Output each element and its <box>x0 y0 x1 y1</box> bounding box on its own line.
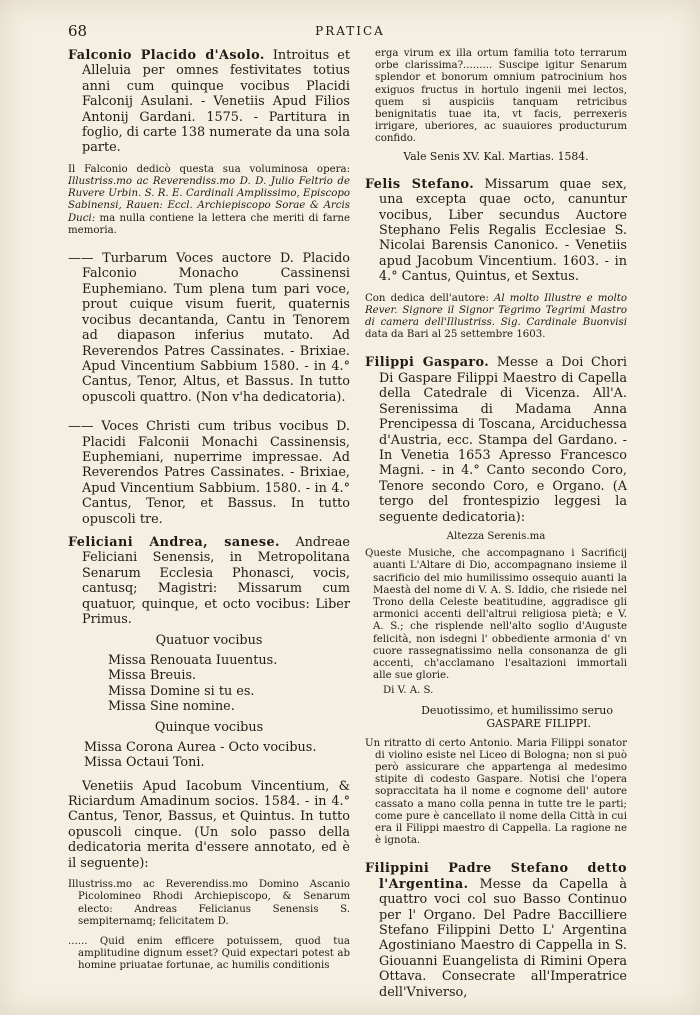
dedication-di-vas: Di V. A. S. <box>383 685 434 697</box>
entry-venetiis: Venetiis Apud Iacobum Vincentium, & Riciardum Amadinum socios. 1584. - in 4.° Cantus, Tenor, Bassus, et Quintus. In tutto opuscoli cinque. (Un solo passo della dedicatoria merita d'essere annotato, ed è il seguente): <box>68 778 350 871</box>
entry-name: Filippini Padre Stefano detto l'Argentina. <box>365 861 627 892</box>
quatuor-list <box>68 653 350 715</box>
entry-feliciani <box>68 535 350 627</box>
list-item: Missa Sine nomine. <box>108 699 235 715</box>
note-italic: Illustriss.mo ac Reverendiss.mo D. D. Julio Feltrio de Ruvere Urbin. S. R. E. Cardinali Amplissimo, Episcopo Sabinensi, Rauen: Eccl. Archiepiscopo Sorae & Arcis Duci: <box>68 176 350 224</box>
quinque-list <box>68 740 350 771</box>
quatuor-heading: Quatuor vocibus <box>155 633 263 649</box>
quote-continuation: erga virum ex illa ortum familia toto terrarum orbe clarissima?......... Suscipe igitur Senarum splendor et bonorum omnium patrocinium hos exiguos fructus in hortulo ingenii mei lectos, quem si auspiciis tanquam retricibus benignitatis tuae ita, vt facis, perrexeris irrigare, uberiores, ac suauiores producturum confido. <box>375 48 627 145</box>
note-text: Con dedica dell'autore: <box>365 292 495 304</box>
dedication-text: Queste Musiche, che accompagnano i Sacrificij auanti L'Altare di Dio, accompagnano insieme il sacrificio del mio humilissimo ossequio auanti la Maestà del nome di V. A. S. Iddio, che risiede nel Trono della Celeste beatitudine, aggradisce gli armonici accenti dell'altrui religiosa pietà; e V. A. S.; che risplende nell'alto soglio d'Auguste felicità, non isdegni l' obbediente armonia d' vn cuore rassegnatissimo nella consonanza de gli accenti, ch'acclamano l'esaltazioni immortali alle sue glorie. <box>365 548 627 682</box>
list-item: Missa Corona Aurea - Octo vocibus. <box>84 739 317 755</box>
entry-felis <box>365 177 627 285</box>
quote-illustriss: Illustriss.mo ac Reverendiss.mo Domino Ascanio Picolomineo Rhodi Archiepiscopo, & Senarum electo: Andreas Felicianus Senensis S. sempiternamq; felicitatem D. <box>68 879 350 927</box>
entry-name: Filippi Gasparo. <box>365 355 490 371</box>
note-italic: Al molto Illustre e molto Rever. Signore il Signor Tegrimo Tegrimi Mastro di camera dell'Illustriss. Sig. Cardinale Buonvisi <box>365 292 628 329</box>
entry-turbarum: —— Turbarum Voces auctore D. Placido Falconio Monacho Cassinensi Euphemiano. Tum plena tum pari voce, prout cuique visum fuerit, quaternis vocibus decantanda, Cantu in Tenorem ad diapason inferius mutato. Ad Reverendos Patres Cassinates. - Brixiae. Apud Vincentium Sabbium 1580. - in 4.° Cantus, Tenor, Altus, et Bassus. In tutto opuscoli quattro. (Non v'ha dedicatoria). <box>68 251 350 405</box>
list-item: Missa Octaui Toni. <box>84 755 205 771</box>
entry-text: Missarum quae sex, una excepta quae octo, canuntur vocibus, Liber secundus Auctore Stephano Felis Regalis Ecclesiae S. Nicolai Barensis Canonico. - Venetiis apud Jacobum Vincentium. 1603. - in 4.° Cantus, Quintus, et Sextus. <box>379 176 628 285</box>
dedication-signature: GASPARE FILIPPI. <box>486 716 591 730</box>
note-falconio <box>68 164 350 237</box>
entry-name: Falconio Placido d'Asolo. <box>68 48 265 63</box>
quinque-heading: Quinque vocibus <box>154 720 264 736</box>
list-item: Missa Renouata Iuuentus. <box>108 652 278 668</box>
page-number: 68 <box>68 22 88 40</box>
entry-falconio <box>68 48 350 156</box>
entry-text: Andreae Feliciani Senensis, in Metropolitana Senarum Ecclesia Phonasci, vocis, cantusq; Magistri: Missarum cum quatuor, quinque, et octo vocibus: Liber Primus. <box>82 534 351 627</box>
entry-filippi <box>365 355 627 524</box>
page-header <box>0 20 700 42</box>
list-item: Missa Breuis. <box>108 668 197 684</box>
quote-quid-enim: ...... Quid enim efficere potuissem, quod tua amplitudine dignum esset? Quid expectari potest ab homine priuatae fortunae, ac humilis conditionis <box>68 935 350 972</box>
entry-name: Feliciani Andrea, sanese. <box>68 534 280 550</box>
dedication-closing: Deuotissimo, et humilissimo seruo <box>421 703 613 717</box>
entry-text: Messe da Capella à quattro voci col suo Basso Continuo per l' Organo. Del Padre Baccilliere Stefano Filippini Detto L' Argentina Agostiniano Maestro di Cappella in S. Giouanni Euangelista di Rimini Opera Ottava. Consecrate all'Imperatrice dell'Vniverso, <box>379 876 627 1000</box>
list-item: Missa Domine si tu es. <box>108 683 255 699</box>
note-felis <box>365 293 627 342</box>
entry-text: Messe a Doi Chori Di Gaspare Filippi Maestro di Capella della Catedrale di Vicenza. All'A. Serenissima di Madama Anna Prencipessa di Toscana, Arciduchessa d'Austria, ecc. Stampa del Gardano. - In Venetia 1653 Apresso Francesco Magni. - in 4.° Canto secondo Coro, Tenore secondo Coro, e Organo. (A tergo del frontespizio leggesi la seguente dedicatoria): <box>379 355 627 525</box>
entry-text: Introitus et Alleluia per omnes festivitates totius anni cum quinque vocibus Placidi Falconij Asulani. - Venetiis Apud Filios Antonij Gardani. 1575. - Partitura in foglio, di carte 138 numerate da una sola parte. <box>82 48 350 156</box>
left-column <box>68 48 350 973</box>
entry-filippini <box>365 861 627 1000</box>
right-column <box>365 48 627 1000</box>
note-text-end: ma nulla contiene la lettera che meriti di farne memoria. <box>68 212 350 236</box>
entry-name: Felis Stefano. <box>365 176 475 192</box>
note-text: Il Falconio dedicò questa sua voluminosa opera: <box>68 163 350 175</box>
vale-line: Vale Senis XV. Kal. Martias. 1584. <box>403 149 589 163</box>
note-ritratto: Un ritratto di certo Antonio. Maria Filippi sonator di violino esiste nel Liceo di Bologna; non si può però assicurare che appartenga al medesimo stipite di codesto Gaspare. Notisi che l'opera sopraccitata ha il nome e cognome dell' autore cassato a mano colla penna in tutte tre le parti; come pure è cancellato il nome della Città in cui era il Filippi maestro di Cappella. La ragione ne è ignota. <box>365 737 627 847</box>
note-text-end: data da Bari al 25 settembre 1603. <box>365 329 546 341</box>
entry-voces: —— Voces Christi cum tribus vocibus D. Placidi Falconii Monachi Cassinensis, Euphemiani, nuperrime impressae. Ad Reverendos Patres Cassinates. - Brixiae, Apud Vincentium Sabbium. 1580. - in 4.° Cantus, Tenor, et Bassus. In tutto opuscoli tre. <box>68 419 350 527</box>
running-title: PRATICA <box>315 24 385 38</box>
dedication-salutation: Altezza Serenis.ma <box>446 530 546 542</box>
